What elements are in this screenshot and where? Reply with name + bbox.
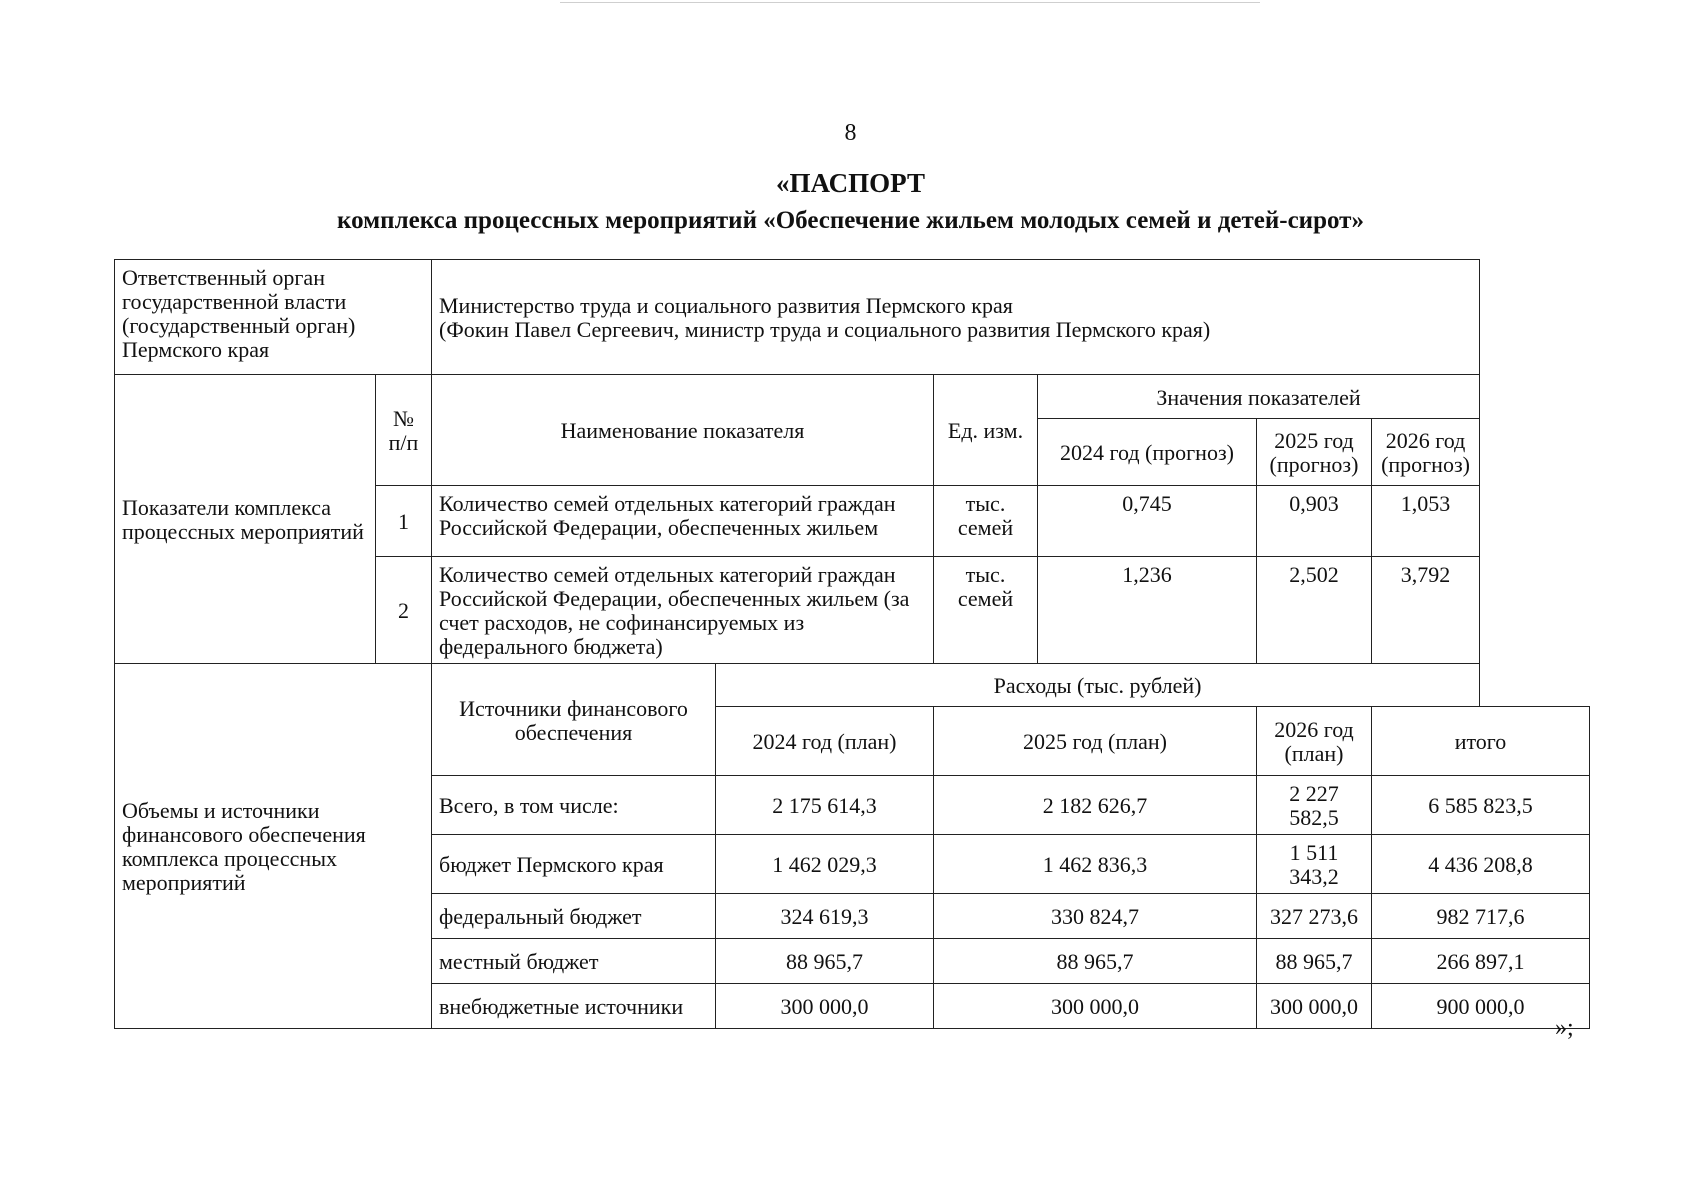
indicator-value-2026: 1,053 (1372, 486, 1480, 557)
indicator-unit: тыс. семей (934, 486, 1038, 557)
finance-source: федеральный бюджет (432, 894, 716, 939)
indicator-num: 1 (376, 486, 432, 557)
finance-value-2026: 1 511 343,2 (1257, 835, 1372, 894)
finance-value-2024: 88 965,7 (716, 939, 934, 984)
finance-year-2025-header: 2025 год (план) (934, 707, 1257, 776)
finance-value-2025: 300 000,0 (934, 984, 1257, 1029)
finance-year-2026-header: 2026 год (план) (1257, 707, 1372, 776)
finance-value-2025: 1 462 836,3 (934, 835, 1257, 894)
finance-value-2024: 324 619,3 (716, 894, 934, 939)
finance-source-header: Источники финансового обеспечения (432, 664, 716, 776)
finance-value-2025: 330 824,7 (934, 894, 1257, 939)
finance-value-total: 900 000,0 (1372, 984, 1590, 1029)
indicator-num-header: № п/п (376, 375, 432, 486)
finance-value-total: 6 585 823,5 (1372, 776, 1590, 835)
finance-value-2025: 2 182 626,7 (934, 776, 1257, 835)
indicator-values-header: Значения показателей (1038, 375, 1480, 419)
indicator-name-header: Наименование показателя (432, 375, 934, 486)
finance-value-2026: 88 965,7 (1257, 939, 1372, 984)
document-title: «ПАСПОРТ (776, 168, 925, 198)
responsible-value (432, 260, 1480, 375)
indicator-value-2025: 0,903 (1257, 486, 1372, 557)
finance-value-total: 266 897,1 (1372, 939, 1590, 984)
closing-quote: »; (1555, 1015, 1574, 1041)
indicators-header-row (115, 375, 1590, 419)
finance-value-2024: 1 462 029,3 (716, 835, 934, 894)
indicator-value-2025: 2,502 (1257, 557, 1372, 664)
finance-value-total: 982 717,6 (1372, 894, 1590, 939)
indicator-value-2024: 0,745 (1038, 486, 1257, 557)
indicator-year-2024-header: 2024 год (прогноз) (1038, 419, 1257, 486)
indicator-unit: тыс. семей (934, 557, 1038, 664)
finance-value-2026: 327 273,6 (1257, 894, 1372, 939)
responsible-label: Ответственный орган государственной власти (государственный орган) Пермского края (115, 260, 432, 375)
indicator-year-2025-header: 2025 год (прогноз) (1257, 419, 1372, 486)
indicators-label: Показатели комплекса процессных мероприятий (115, 375, 376, 664)
indicator-year-2026-header: 2026 год (прогноз) (1372, 419, 1480, 486)
scan-edge-line (560, 2, 1260, 3)
finance-source: внебюджетные источники (432, 984, 716, 1029)
indicator-name: Количество семей отдельных категорий граждан Российской Федерации, обеспеченных жильем (432, 486, 934, 557)
finance-value-2025: 88 965,7 (934, 939, 1257, 984)
finance-header-row (115, 664, 1590, 707)
indicator-value-2024: 1,236 (1038, 557, 1257, 664)
finance-value-2024: 2 175 614,3 (716, 776, 934, 835)
passport-table (114, 259, 1590, 1029)
finance-year-2024-header: 2024 год (план) (716, 707, 934, 776)
finance-label: Объемы и источники финансового обеспечения комплекса процессных мероприятий (115, 664, 432, 1029)
finance-source: Всего, в том числе: (432, 776, 716, 835)
responsible-minister: (Фокин Павел Сергеевич, министр труда и социального развития Пермского края) (439, 317, 1211, 342)
finance-source: бюджет Пермского края (432, 835, 716, 894)
document-subtitle: комплекса процессных мероприятий «Обеспечение жильем молодых семей и детей-сирот» (337, 207, 1364, 234)
finance-value-2026: 300 000,0 (1257, 984, 1372, 1029)
responsible-row (115, 260, 1590, 375)
responsible-ministry: Министерство труда и социального развития Пермского края (439, 293, 1013, 318)
indicator-value-2026: 3,792 (1372, 557, 1480, 664)
finance-source: местный бюджет (432, 939, 716, 984)
indicator-name: Количество семей отдельных категорий граждан Российской Федерации, обеспеченных жильем (за счет расходов, не софинансируемых из федерального бюджета) (432, 557, 934, 664)
finance-total-header: итого (1372, 707, 1590, 776)
finance-value-2024: 300 000,0 (716, 984, 934, 1029)
finance-value-total: 4 436 208,8 (1372, 835, 1590, 894)
indicator-unit-header: Ед. изм. (934, 375, 1038, 486)
finance-value-2026: 2 227 582,5 (1257, 776, 1372, 835)
finance-expenses-header: Расходы (тыс. рублей) (716, 664, 1480, 707)
page-number: 8 (844, 120, 857, 146)
indicator-num: 2 (376, 557, 432, 664)
